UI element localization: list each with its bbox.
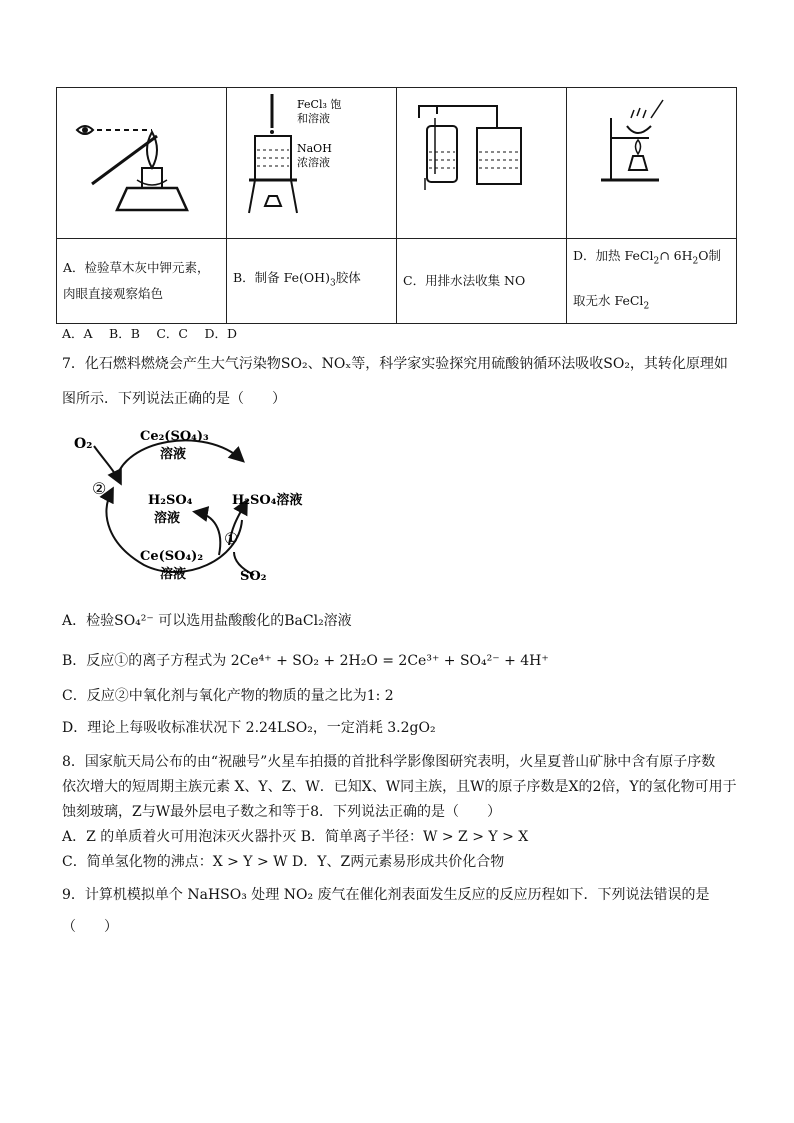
flame-test-figure bbox=[57, 88, 227, 234]
option-c-text bbox=[397, 239, 567, 324]
diagram-bot2: 溶液 bbox=[160, 567, 187, 582]
figure-cell-d bbox=[567, 88, 737, 239]
diagram-o2: O₂ bbox=[74, 436, 93, 452]
q7-option-b: B．反应①的离子方程式为 2Ce⁴⁺ + SO₂ + 2H₂O = 2Ce³⁺ + SO₄²⁻ + 4H⁺ bbox=[62, 653, 549, 669]
options-table bbox=[56, 87, 737, 324]
q9-stem-line1: 9．计算机模拟单个 NaHSO₃ 处理 NO₂ 废气在催化剂表面发生反应的反应历程如下．下列说法错误的是 bbox=[62, 887, 710, 903]
q6-answers: A．A B．B C．C D．D bbox=[62, 326, 238, 341]
fig-label-solution1: 和溶液 bbox=[297, 112, 330, 125]
fig-label-naoh: NaOH bbox=[297, 142, 332, 155]
option-d-part4: 取无水 FeCl bbox=[573, 293, 644, 308]
fig-label-solution2: 浓溶液 bbox=[297, 156, 330, 169]
q8-stem-line2: 依次增大的短周期主族元素 X、Y、Z、W．已知X、W同主族，且W的原子序数是X的2倍，Y的氢化物可用于 bbox=[62, 779, 737, 795]
q8-stem-line3: 蚀刻玻璃，Z与W最外层电子数之和等于8．下列说法正确的是（ ） bbox=[62, 804, 502, 820]
diagram-so2: SO₂ bbox=[240, 569, 267, 584]
q8-options-ab: A．Z 的单质着火可用泡沫灭火器扑灭 B．简单离子半径：W > Z > Y > X bbox=[62, 829, 529, 845]
diagram-top2: 溶液 bbox=[160, 447, 187, 462]
q7-option-a: A．检验SO₄²⁻ 可以选用盐酸酸化的BaCl₂溶液 bbox=[62, 613, 352, 629]
option-c-label: C．用排水法收集 NO bbox=[403, 273, 526, 288]
heating-figure bbox=[567, 88, 737, 234]
figure-cell-c bbox=[397, 88, 567, 239]
option-d-text bbox=[567, 239, 737, 324]
q9-stem-line2: （ ） bbox=[62, 919, 118, 935]
option-a-line1: A．检验草木灰中钾元素， bbox=[63, 260, 210, 275]
diagram-mid2: 溶液 bbox=[154, 511, 181, 526]
option-a-text bbox=[57, 239, 227, 324]
water-displacement-figure bbox=[397, 88, 567, 234]
diagram-mid1: H₂SO₄ bbox=[148, 493, 193, 508]
diagram-bot1: Ce(SO₄)₂ bbox=[140, 549, 204, 564]
option-d-part3: O制 bbox=[698, 247, 721, 263]
option-d-sub3: 2 bbox=[643, 301, 650, 312]
diagram-marker-2: ② bbox=[92, 479, 107, 498]
option-b-text bbox=[227, 239, 397, 324]
colloid-prep-figure bbox=[227, 88, 397, 234]
figure-cell-b bbox=[227, 88, 397, 239]
figure-cell-a bbox=[57, 88, 227, 239]
option-d-sub1: 2 bbox=[653, 256, 660, 266]
q8-stem-line1: 8．国家航天局公布的由“祝融号”火星车拍摄的首批科学影像图研究表明，火星夏普山矿脉中含有原子序数 bbox=[62, 754, 716, 770]
q7-option-c: C．反应②中氧化剂与氧化产物的物质的量之比为1: 2 bbox=[62, 688, 394, 704]
option-d-line1 bbox=[573, 243, 730, 275]
option-d-part2: ∩ 6H bbox=[659, 247, 693, 263]
option-b-label: B．制备 Fe(OH) bbox=[233, 270, 330, 286]
diagram-top1: Ce₂(SO₄)₃ bbox=[140, 429, 209, 444]
q7-stem-line1: 7．化石燃料燃烧会产生大气污染物SO₂、NOₓ等，科学家实验探究用硫酸钠循环法吸收SO₂，其转化原理如 bbox=[62, 356, 728, 372]
q8-options-cd: C．简单氢化物的沸点：X > Y > W D．Y、Z两元素易形成共价化合物 bbox=[62, 854, 505, 870]
option-a-line2: 肉眼直接观察焰色 bbox=[63, 286, 164, 301]
q7-stem-line2: 图所示．下列说法正确的是（ ） bbox=[62, 391, 286, 407]
option-d-part1: D．加热 FeCl bbox=[573, 247, 654, 263]
diagram-marker-1: ① bbox=[224, 529, 239, 548]
diagram-right: H₂SO₄溶液 bbox=[232, 493, 303, 508]
option-b-sub: 3 bbox=[329, 278, 336, 289]
fig-label-fecl3: FeCl₃ 饱 bbox=[297, 98, 342, 111]
q7-cycle-diagram bbox=[64, 420, 324, 592]
option-d-sub2: 2 bbox=[692, 256, 699, 266]
option-d-line2 bbox=[573, 288, 730, 320]
q7-option-d: D．理论上每吸收标准状况下 2.24LSO₂，一定消耗 3.2gO₂ bbox=[62, 720, 436, 736]
option-b-end: 胶体 bbox=[335, 270, 361, 286]
